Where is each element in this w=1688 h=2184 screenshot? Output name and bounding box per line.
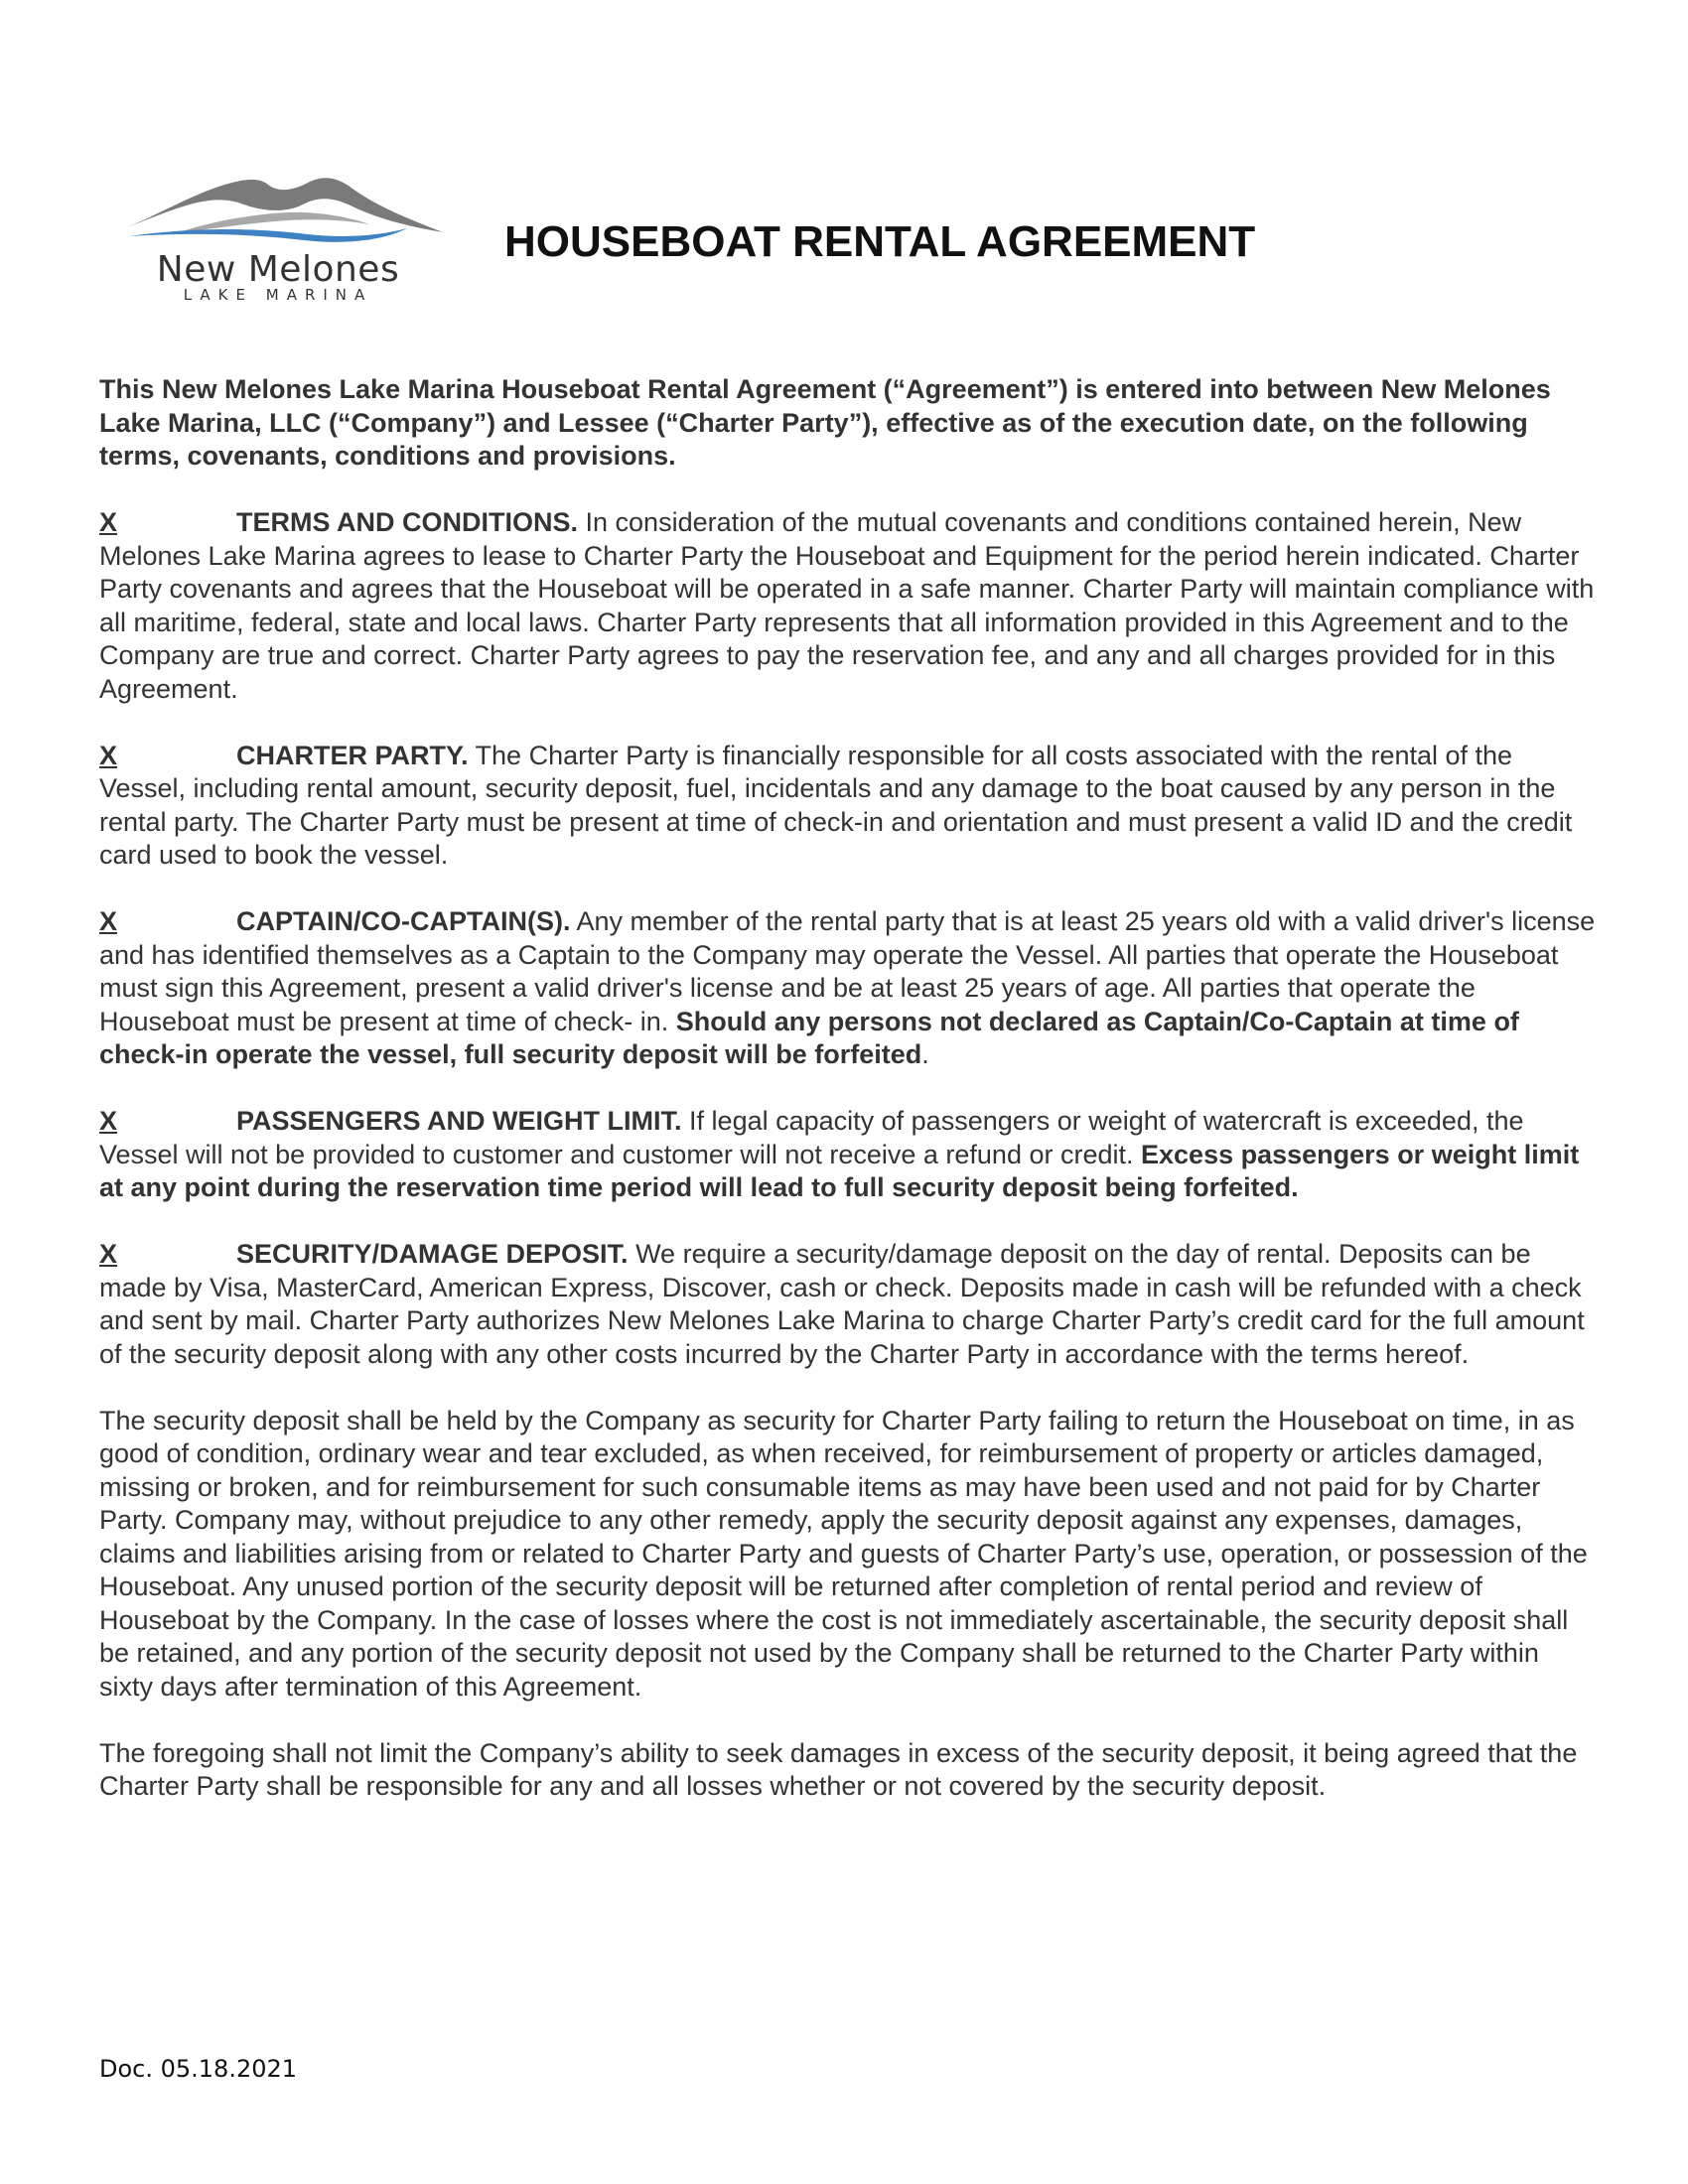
intro-paragraph: This New Melones Lake Marina Houseboat Rental Agreement (“Agreement”) is entered into between New Melones Lake Marina, LLC (“Company”) and Lessee (“Charter Party”), effective as of the execution date, on the following terms, covenants, conditions and provisions. <box>99 374 1551 471</box>
clause-tail: . <box>921 1039 929 1069</box>
clause-bold-warning: Excess passengers or weight limit at any point during the reservation time period will lead to full security deposit being forfeited. <box>99 1139 1580 1202</box>
clause-body: Any member of the rental party that is at least 25 years old with a valid driver's license and has identified themselves as a Captain to the Company may operate the Vessel. All parties that operate the Houseboat must sign this Agreement, present a valid driver's license and be at least 25 years of age. All parties that operate the Houseboat must be present at time of check- in. <box>99 906 1596 1036</box>
clause-body: We require a security/damage deposit on the day of rental. Deposits can be made by Visa, MasterCard, American Express, Discover, cash or check. Deposits made in cash will be refunded with a check and sent by mail. Charter Party authorizes New Melones Lake Marina to charge Charter Party’s credit card for the full amount of the security deposit along with any other costs incurred by the Charter Party in accordance with the terms hereof. <box>99 1239 1585 1369</box>
damages-paragraph: The foregoing shall not limit the Company’s ability to seek damages in excess of the security deposit, it being agreed that the Charter Party shall be responsible for any and all losses whether or not covered by the security deposit. <box>99 1737 1578 1801</box>
initial-line[interactable]: X <box>99 906 118 936</box>
company-logo <box>109 171 447 310</box>
clause-heading: SECURITY/DAMAGE DEPOSIT. <box>236 1239 629 1269</box>
clause-body: If legal capacity of passengers or weight of watercraft is exceeded, the Vessel will not be provided to customer and customer will not receive a refund or credit. <box>99 1106 1524 1169</box>
clause-body: The Charter Party is financially responsible for all costs associated with the rental of the Vessel, including rental amount, security deposit, fuel, incidentals and any damage to the boat caused by any person in the rental party. The Charter Party must be present at time of check-in and orientation and must present a valid ID and the credit card used to book the vessel. <box>99 740 1573 870</box>
initial-line[interactable]: X <box>99 1106 118 1136</box>
clause-heading: CAPTAIN/CO-CAPTAIN(S). <box>236 906 571 936</box>
clause-captain-co-captain <box>99 905 1599 1072</box>
logo-name: New Melones <box>156 249 400 290</box>
initial-line[interactable]: X <box>99 507 118 537</box>
clause-heading: TERMS AND CONDITIONS. <box>236 507 579 537</box>
clause-heading: PASSENGERS AND WEIGHT LIMIT. <box>236 1106 682 1136</box>
clause-terms-and-conditions <box>99 506 1599 706</box>
initial-line[interactable]: X <box>99 1239 118 1269</box>
clause-bold-warning: Should any persons not declared as Captain/Co-Captain at time of check-in operate the vessel, full security deposit will be forfeited <box>99 1006 1519 1069</box>
agreement-body <box>99 373 1599 1837</box>
logo-subtitle: LAKE MARINA <box>183 286 373 304</box>
clause-passengers-weight-limit <box>99 1105 1599 1205</box>
initial-line[interactable]: X <box>99 740 118 770</box>
clause-security-deposit <box>99 1238 1599 1371</box>
page-title: HOUSEBOAT RENTAL AGREEMENT <box>504 217 1256 266</box>
clause-heading: CHARTER PARTY. <box>236 740 469 770</box>
clause-body: In consideration of the mutual covenants and conditions contained herein, New Melones Lake Marina agrees to lease to Charter Party the Houseboat and Equipment for the period herein indicated. Charter Party covenants and agrees that the Houseboat will be operated in a safe manner. Charter Party will maintain compliance with all maritime, federal, state and local laws. Charter Party represents that all information provided in this Agreement and to the Company are true and correct. Charter Party agrees to pay the reservation fee, and any and all charges provided for in this Agreement. <box>99 507 1595 704</box>
mountain-wave-icon <box>109 171 447 250</box>
clause-charter-party <box>99 740 1599 873</box>
deposit-terms-paragraph: The security deposit shall be held by the Company as security for Charter Party failing to return the Houseboat on time, in as good of condition, ordinary wear and tear excluded, as when received, for reimbursement of property or articles damaged, missing or broken, and for reimbursement for such consumable items as may have been used and not paid for by Charter Party. Company may, without prejudice to any other remedy, apply the security deposit against any expenses, damages, claims and liabilities arising from or related to Charter Party and guests of Charter Party’s use, operation, or possession of the Houseboat. Any unused portion of the security deposit will be returned after completion of rental period and review of Houseboat by the Company. In the case of losses where the cost is not immediately ascertainable, the security deposit shall be retained, and any portion of the security deposit not used by the Company shall be returned to the Charter Party within sixty days after termination of this Agreement. <box>99 1405 1588 1702</box>
document-version: Doc. 05.18.2021 <box>99 2055 298 2083</box>
